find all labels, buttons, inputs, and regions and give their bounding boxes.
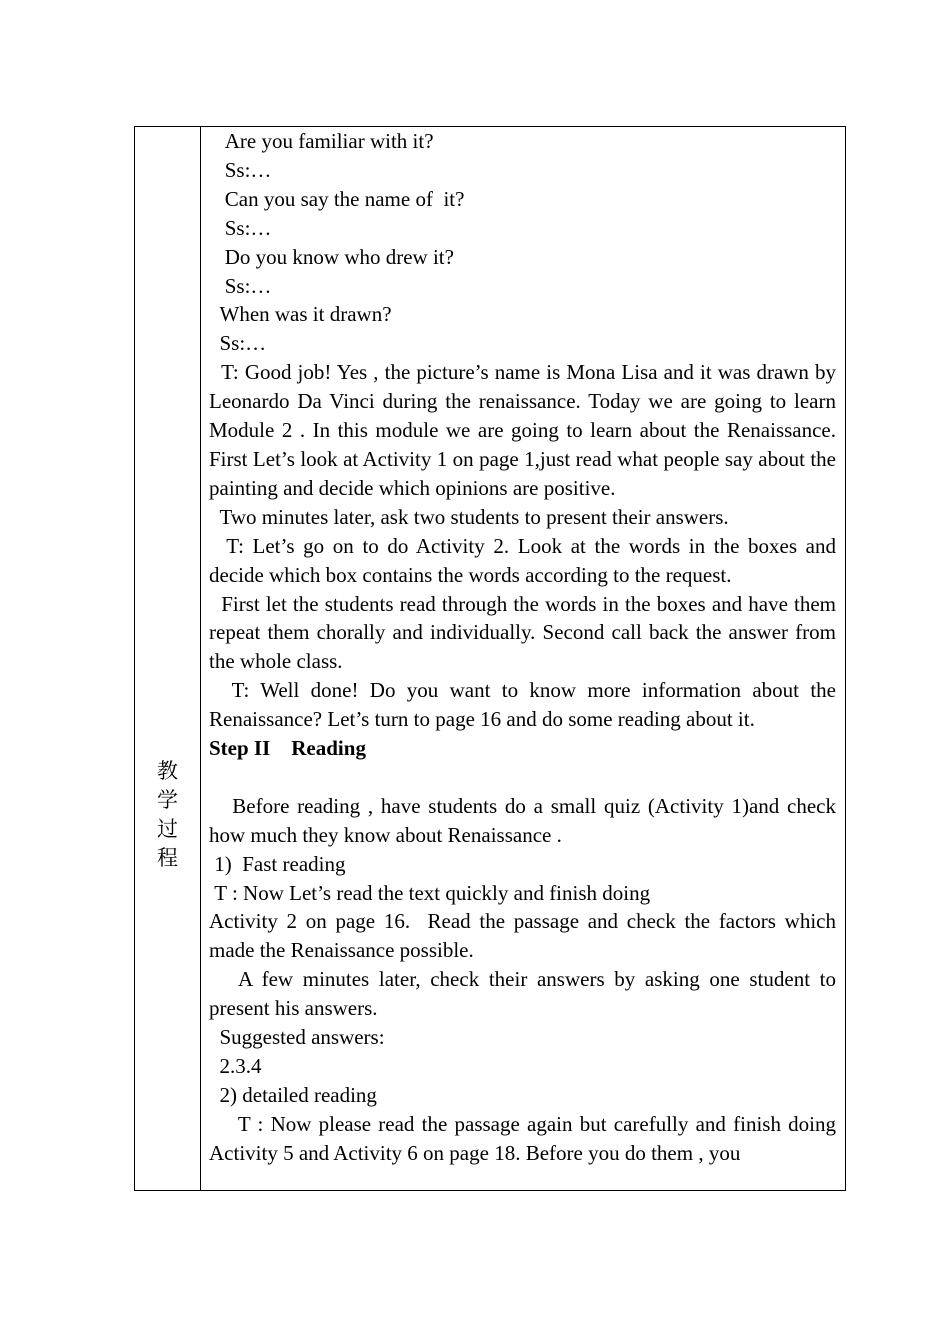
- paragraph: Before reading , have students do a small quiz (Activity 1)and check how much they know about Renaissance .: [209, 793, 842, 847]
- text-line: 1) Fast reading: [209, 851, 346, 876]
- text-line: Do you know who drew it?: [209, 244, 454, 269]
- text-line: Ss:…: [209, 273, 272, 298]
- blank-line: [209, 763, 836, 792]
- text-line: Are you familiar with it?: [209, 129, 434, 153]
- text-line: T : Now Let’s read the text quickly and finish doing: [209, 880, 651, 905]
- section-label: 教学过程: [157, 759, 178, 870]
- paragraph: Two minutes later, ask two students to present their answers.: [209, 504, 729, 529]
- text-line: 2.3.4: [209, 1053, 262, 1078]
- paragraph: T: Let’s go on to do Activity 2. Look at the words in the boxes and decide which box contains the words according to the request.: [209, 533, 842, 587]
- paragraph: T: Well done! Do you want to know more information about the Renaissance? Let’s turn to page 16 and do some reading about it.: [209, 678, 842, 732]
- paragraph: T: Good job! Yes , the picture’s name is Mona Lisa and it was drawn by Leonardo Da Vinci during the renaissance. Today we are going to learn Module 2 . In this module we are going to learn about the Renaissance. First Let’s look at Activity 1 on page 1,just read what people say about the painting and decide which opinions are positive.: [209, 360, 842, 500]
- paragraph: A few minutes later, check their answers by asking one student to present his answers.: [209, 967, 842, 1021]
- section-label-cell: [135, 127, 201, 1190]
- step-heading: Step II Reading: [209, 736, 366, 761]
- text-line: Suggested answers:: [209, 1025, 385, 1050]
- text-line: 2) detailed reading: [209, 1082, 377, 1107]
- text-line: Ss:…: [209, 215, 272, 240]
- text-line: Ss:…: [209, 157, 272, 182]
- lesson-content: [201, 127, 845, 1190]
- text-line: Can you say the name of it?: [209, 186, 465, 211]
- text-line: When was it drawn?: [209, 302, 392, 327]
- paragraph: T : Now please read the passage again but carefully and finish doing Activity 5 and Activity 6 on page 18. Before you do them , you: [209, 1111, 841, 1165]
- paragraph: First let the students read through the words in the boxes and have them repeat them chorally and individually. Second call back the answer from the whole class.: [209, 591, 842, 674]
- paragraph: Activity 2 on page 16. Read the passage and check the factors which made the Renaissance possible.: [209, 909, 842, 963]
- lesson-table: [134, 126, 846, 1191]
- text-line: Ss:…: [209, 331, 267, 356]
